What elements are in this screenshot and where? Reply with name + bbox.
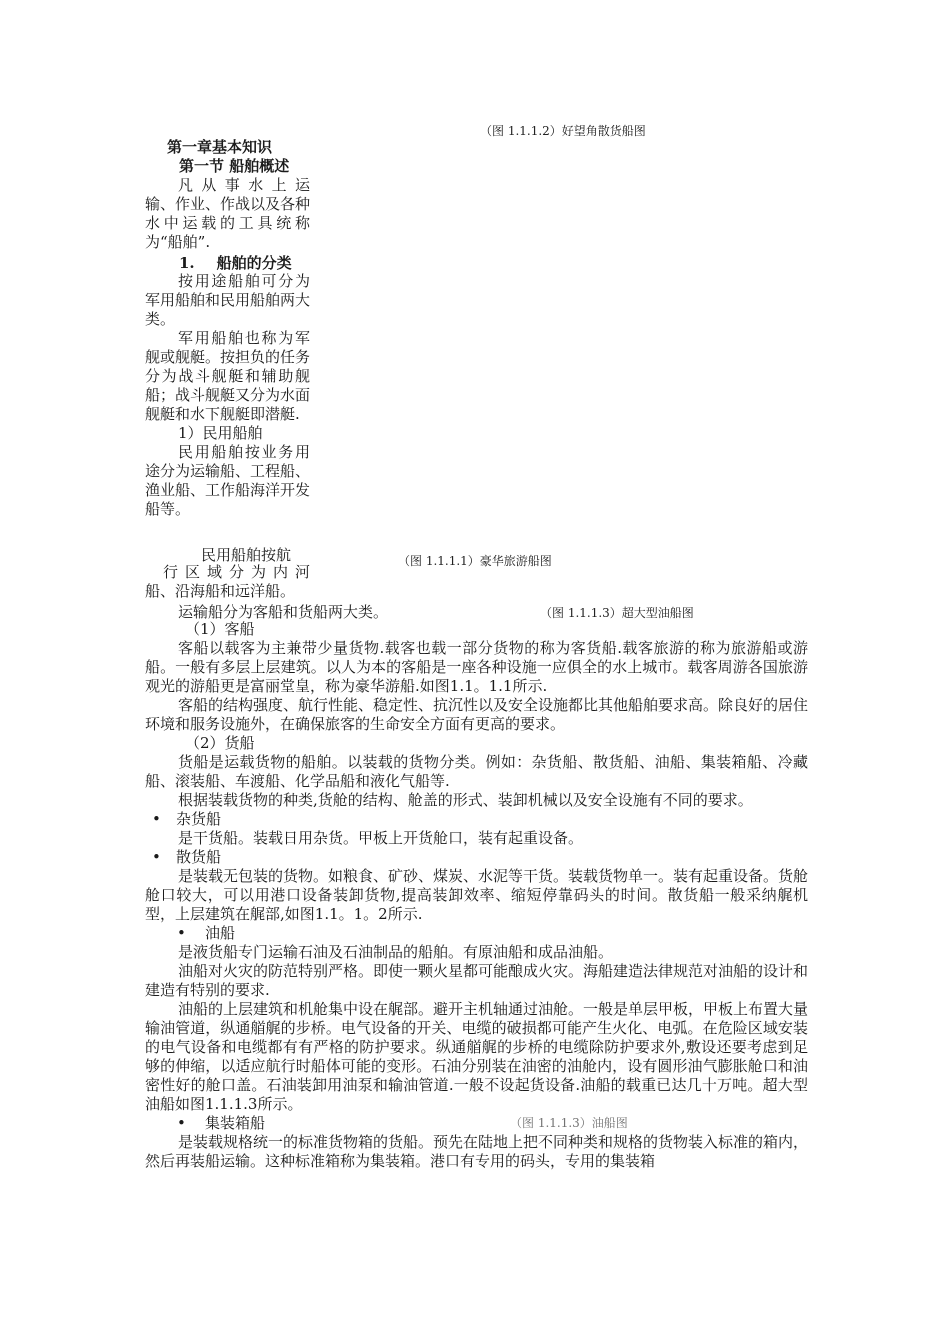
region-column: [145, 563, 310, 601]
intro-paragraph-line1: 凡从事水上运: [178, 176, 310, 194]
bulk-paragraph: 是装载无包装的货物。如粮食、矿砂、煤炭、水泥等干货。装载货物单一。装有起重设备。货舱舱口较大，可以用港口设备装卸货物,提高装卸效率、缩短停靠码头的时间。散货船一般采纳艉机型，上层建筑在艉部,如图1.1。1。2所示.: [145, 867, 809, 923]
passenger-paragraph-1: 客船以载客为主兼带少量货物.载客也载一部分货物的称为客货船.载客旅游的称为旅游船或游船。一般有多层上层建筑。以人为本的客船是一座各种设施一应俱全的水上城市。载客周游各国旅游观光的游船更是富丽堂皇，称为豪华游船.如图1.1。1.1所示.: [145, 639, 808, 695]
classification-column: [145, 272, 310, 519]
intro-column: [145, 176, 310, 252]
military-paragraph: 军用船舶也称为军舰或舰艇。按担负的任务分为战斗舰艇和辅助舰船；战斗舰艇又分为水面舰艇和水下舰艇即潜艇.: [145, 329, 311, 423]
subsection-number: 1.: [179, 254, 195, 272]
container-paragraph: 是装载规格统一的标准货物箱的货船。预先在陆地上把不同种类和规格的货物装入标准的箱内，然后再装船运输。这种标准箱称为集装箱。港口有专用的码头，专用的集装箱: [145, 1133, 809, 1170]
usage-paragraph: 按用途船舶可分为军用船舶和民用船舶两大类。: [145, 272, 311, 328]
civil-usage-paragraph: 民用船舶按业务用途分为运输船、工程船、渔业船、工作船海洋开发船等。: [145, 443, 311, 518]
tanker-heading: [145, 924, 808, 943]
passenger-heading: （1）客船: [185, 620, 255, 638]
tanker-title: 油船: [205, 924, 236, 942]
bullet-icon: •: [152, 810, 161, 828]
transport-sentence: 运输船分为客船和货船两大类。: [178, 603, 389, 621]
cargo-paragraph-1: 货船是运载货物的船舶。以装载的货物分类。例如：杂货船、散货船、油船、集装箱船、冷藏船、滚装船、车渡船、化学品船和液化气船等.: [145, 753, 808, 790]
bullet-icon: •: [152, 848, 161, 866]
container-heading: [145, 1114, 808, 1133]
figure-caption-tanker: （图 1.1.1.3）超大型油船图: [540, 606, 694, 620]
bulk-heading: [145, 848, 808, 867]
region-line1: 民用船舶按航: [201, 546, 292, 564]
bulk-title: 散货船: [176, 848, 222, 866]
cargo-heading: （2）货船: [185, 734, 255, 752]
general-cargo-heading: [145, 810, 808, 829]
bullet-icon: •: [177, 1114, 186, 1132]
bullet-icon: •: [177, 924, 186, 942]
tanker-paragraph-3: 油船的上层建筑和机舱集中设在艉部。避开主机轴通过油舱。一般是单层甲板，甲板上布置大量输油管道，纵通艏艉的步桥。电气设备的开关、电缆的破损都可能产生火化、电弧。在危险区域安装的电气设备和电缆都有有严格的防护要求。纵通艏艉的步桥的电缆除防护要求外,敷设还要考虑到足够的伸缩，以适应航行时船体可能的变形。石油分别装在油密的油舱内，设有圆形油气膨胀舱口和油密性好的舱口盖。石油装卸用油泵和输油管道.一般不设起货设备.油船的载重已达几十万吨。超大型油船如图1.1.1.3所示。: [145, 1000, 809, 1113]
main-body: [145, 620, 808, 1171]
general-cargo-paragraph: 是干货船。装载日用杂货。甲板上开货舱口，装有起重设备。: [178, 829, 584, 847]
container-title: 集装箱船: [205, 1114, 266, 1132]
cargo-paragraph-2: 根据装载货物的种类,货舱的结构、舱盖的形式、装卸机械以及安全设施有不同的要求。: [178, 791, 753, 809]
tanker-paragraph-2: 油船对火灾的防范特别严格。即使一颗火星都可能酿成火灾。海船建造法律规范对油船的设计和建造有特别的要求.: [145, 962, 809, 999]
figure-caption-tanker-overlap: （图 1.1.1.3）油船图: [510, 1116, 628, 1130]
civil-heading: 1）民用船舶: [178, 424, 263, 442]
general-cargo-title: 杂货船: [176, 810, 222, 828]
intro-paragraph-rest: 输、作业、作战以及各种水中运载的工具统称为“船舶”.: [145, 195, 311, 251]
section-title: 第一节 船舶概述: [179, 157, 290, 175]
region-line2: 行区域分为内河: [163, 563, 310, 581]
subsection-heading-text: 船舶的分类: [216, 254, 292, 272]
region-line3: 船、沿海船和远洋船。: [145, 582, 296, 600]
figure-caption-cruise-ship: （图 1.1.1.1）豪华旅游船图: [398, 554, 552, 568]
passenger-paragraph-2: 客船的结构强度、航行性能、稳定性、抗沉性以及安全设施都比其他船舶要求高。除良好的居住环境和服务设施外，在确保旅客的生命安全方面有更高的要求。: [145, 696, 809, 733]
figure-caption-bulk-carrier: （图 1.1.1.2）好望角散货船图: [480, 124, 646, 138]
subsection-title: [179, 252, 292, 273]
tanker-paragraph-1: 是液货船专门运输石油及石油制品的船舶。有原油船和成品油船。: [178, 943, 614, 961]
chapter-title: 第一章基本知识: [167, 138, 273, 156]
